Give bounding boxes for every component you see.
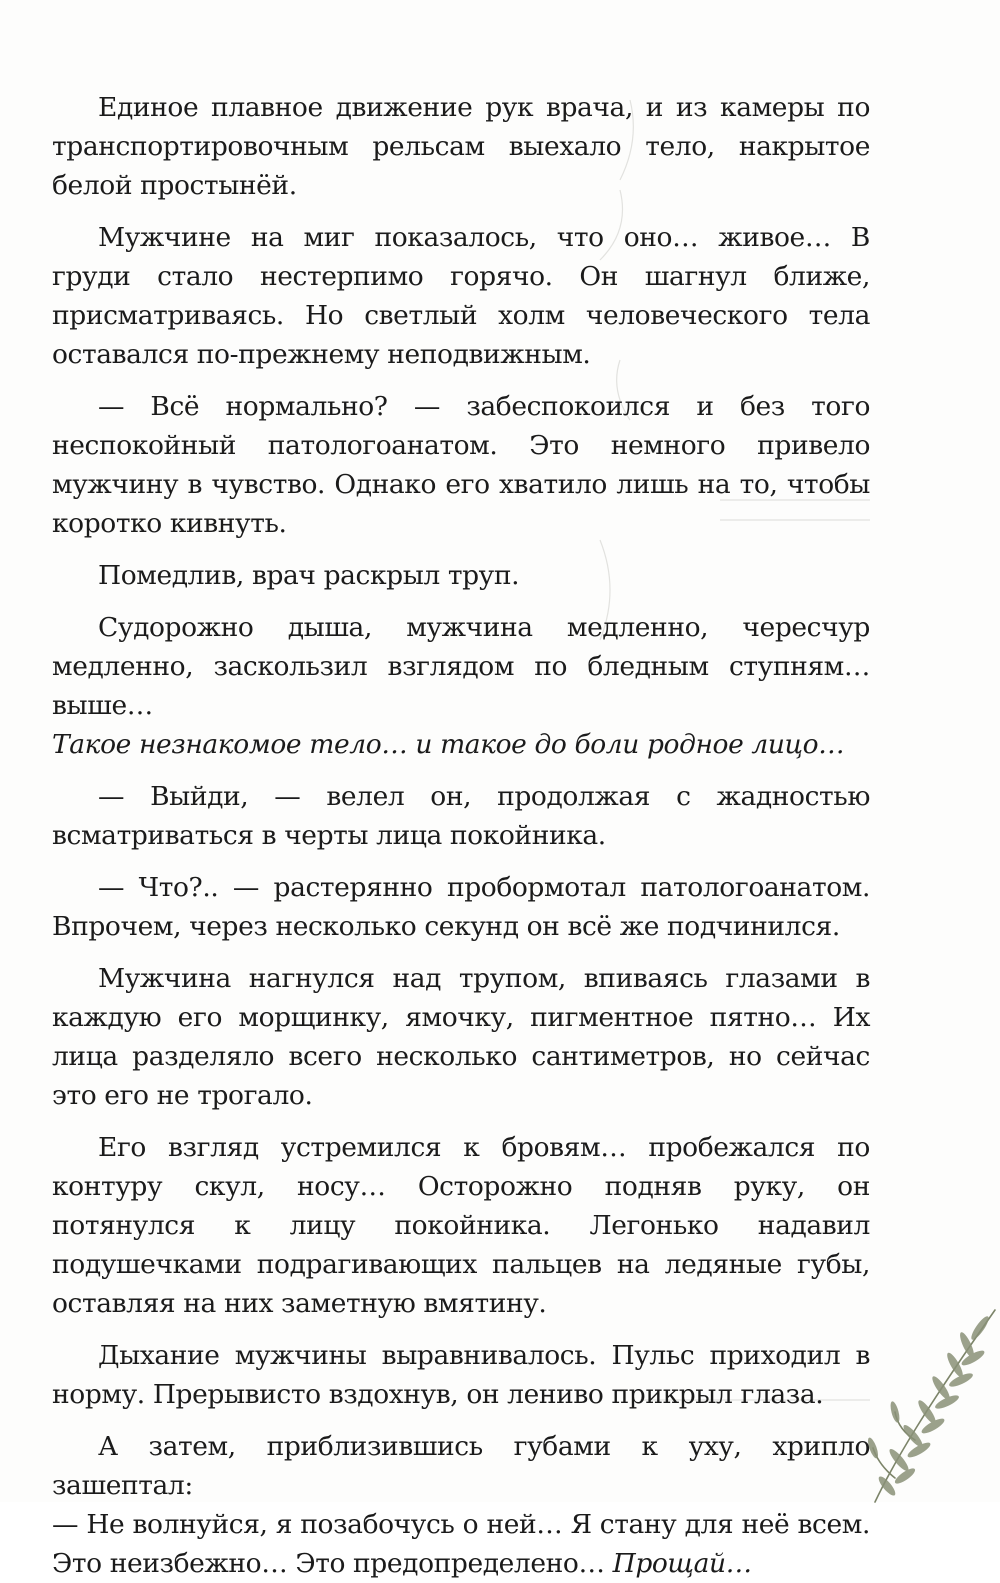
paragraph: Помедлив, врач раскрыл труп. bbox=[98, 560, 520, 591]
paragraph: Его взгляд устремился к бровям… пробежался по контуру скул, носу… Осторожно подняв руку, он потянулся к лицу покойника. Легонько надавил подушечками подрагивающих пальцев на ледяные губы, оставляя на них заметную вмятину. bbox=[52, 1132, 870, 1319]
body-text bbox=[52, 88, 870, 1583]
italic-thought bbox=[52, 725, 870, 764]
paragraph: Судорожно дыша, мужчина медленно, чересчур медленно, заскользил взглядом по бледным ступням… выше… bbox=[52, 612, 870, 721]
paragraph-final bbox=[52, 1505, 870, 1583]
paragraph: — Что?.. — растерянно пробормотал патологоанатом. Впрочем, через несколько секунд он всё же подчинился. bbox=[52, 872, 870, 942]
final-text: — Не волнуйся, я позабочусь о ней… Я стану для неё всем. Это неизбежно… Это предопределено… bbox=[52, 1509, 870, 1579]
leaf-sprig-icon bbox=[855, 1300, 1000, 1502]
final-italic-text: Прощай… bbox=[612, 1548, 752, 1579]
paragraph: Единое плавное движение рук врача, и из камеры по транспортировочным рельсам выехало тело, накрытое белой простынёй. bbox=[52, 92, 870, 201]
paragraph: — Выйди, — велел он, продолжая с жадностью всматриваться в черты лица покойника. bbox=[52, 781, 870, 851]
paragraph: — Всё нормально? — забеспокоился и без того неспокойный патологоанатом. Это немного привело мужчину в чувство. Однако его хватило лишь на то, чтобы коротко кивнуть. bbox=[52, 391, 870, 539]
italic-text: Такое незнакомое тело… и такое до боли родное лицо… bbox=[52, 729, 845, 760]
paragraph: Мужчина нагнулся над трупом, впиваясь глазами в каждую его морщинку, ямочку, пигментное пятно… Их лица разделяло всего несколько сантиметров, но сейчас это его не трогало. bbox=[52, 963, 870, 1111]
paragraph: А затем, приблизившись губами к уху, хрипло зашептал: bbox=[52, 1431, 870, 1501]
paragraph: Дыхание мужчины выравнивалось. Пульс приходил в норму. Прерывисто вздохнув, он лениво прикрыл глаза. bbox=[52, 1340, 870, 1410]
paragraph: Мужчине на миг показалось, что оно… живое… В груди стало нестерпимо горячо. Он шагнул ближе, присматриваясь. Но светлый холм человеческого тела оставался по-прежнему неподвижным. bbox=[52, 222, 870, 370]
